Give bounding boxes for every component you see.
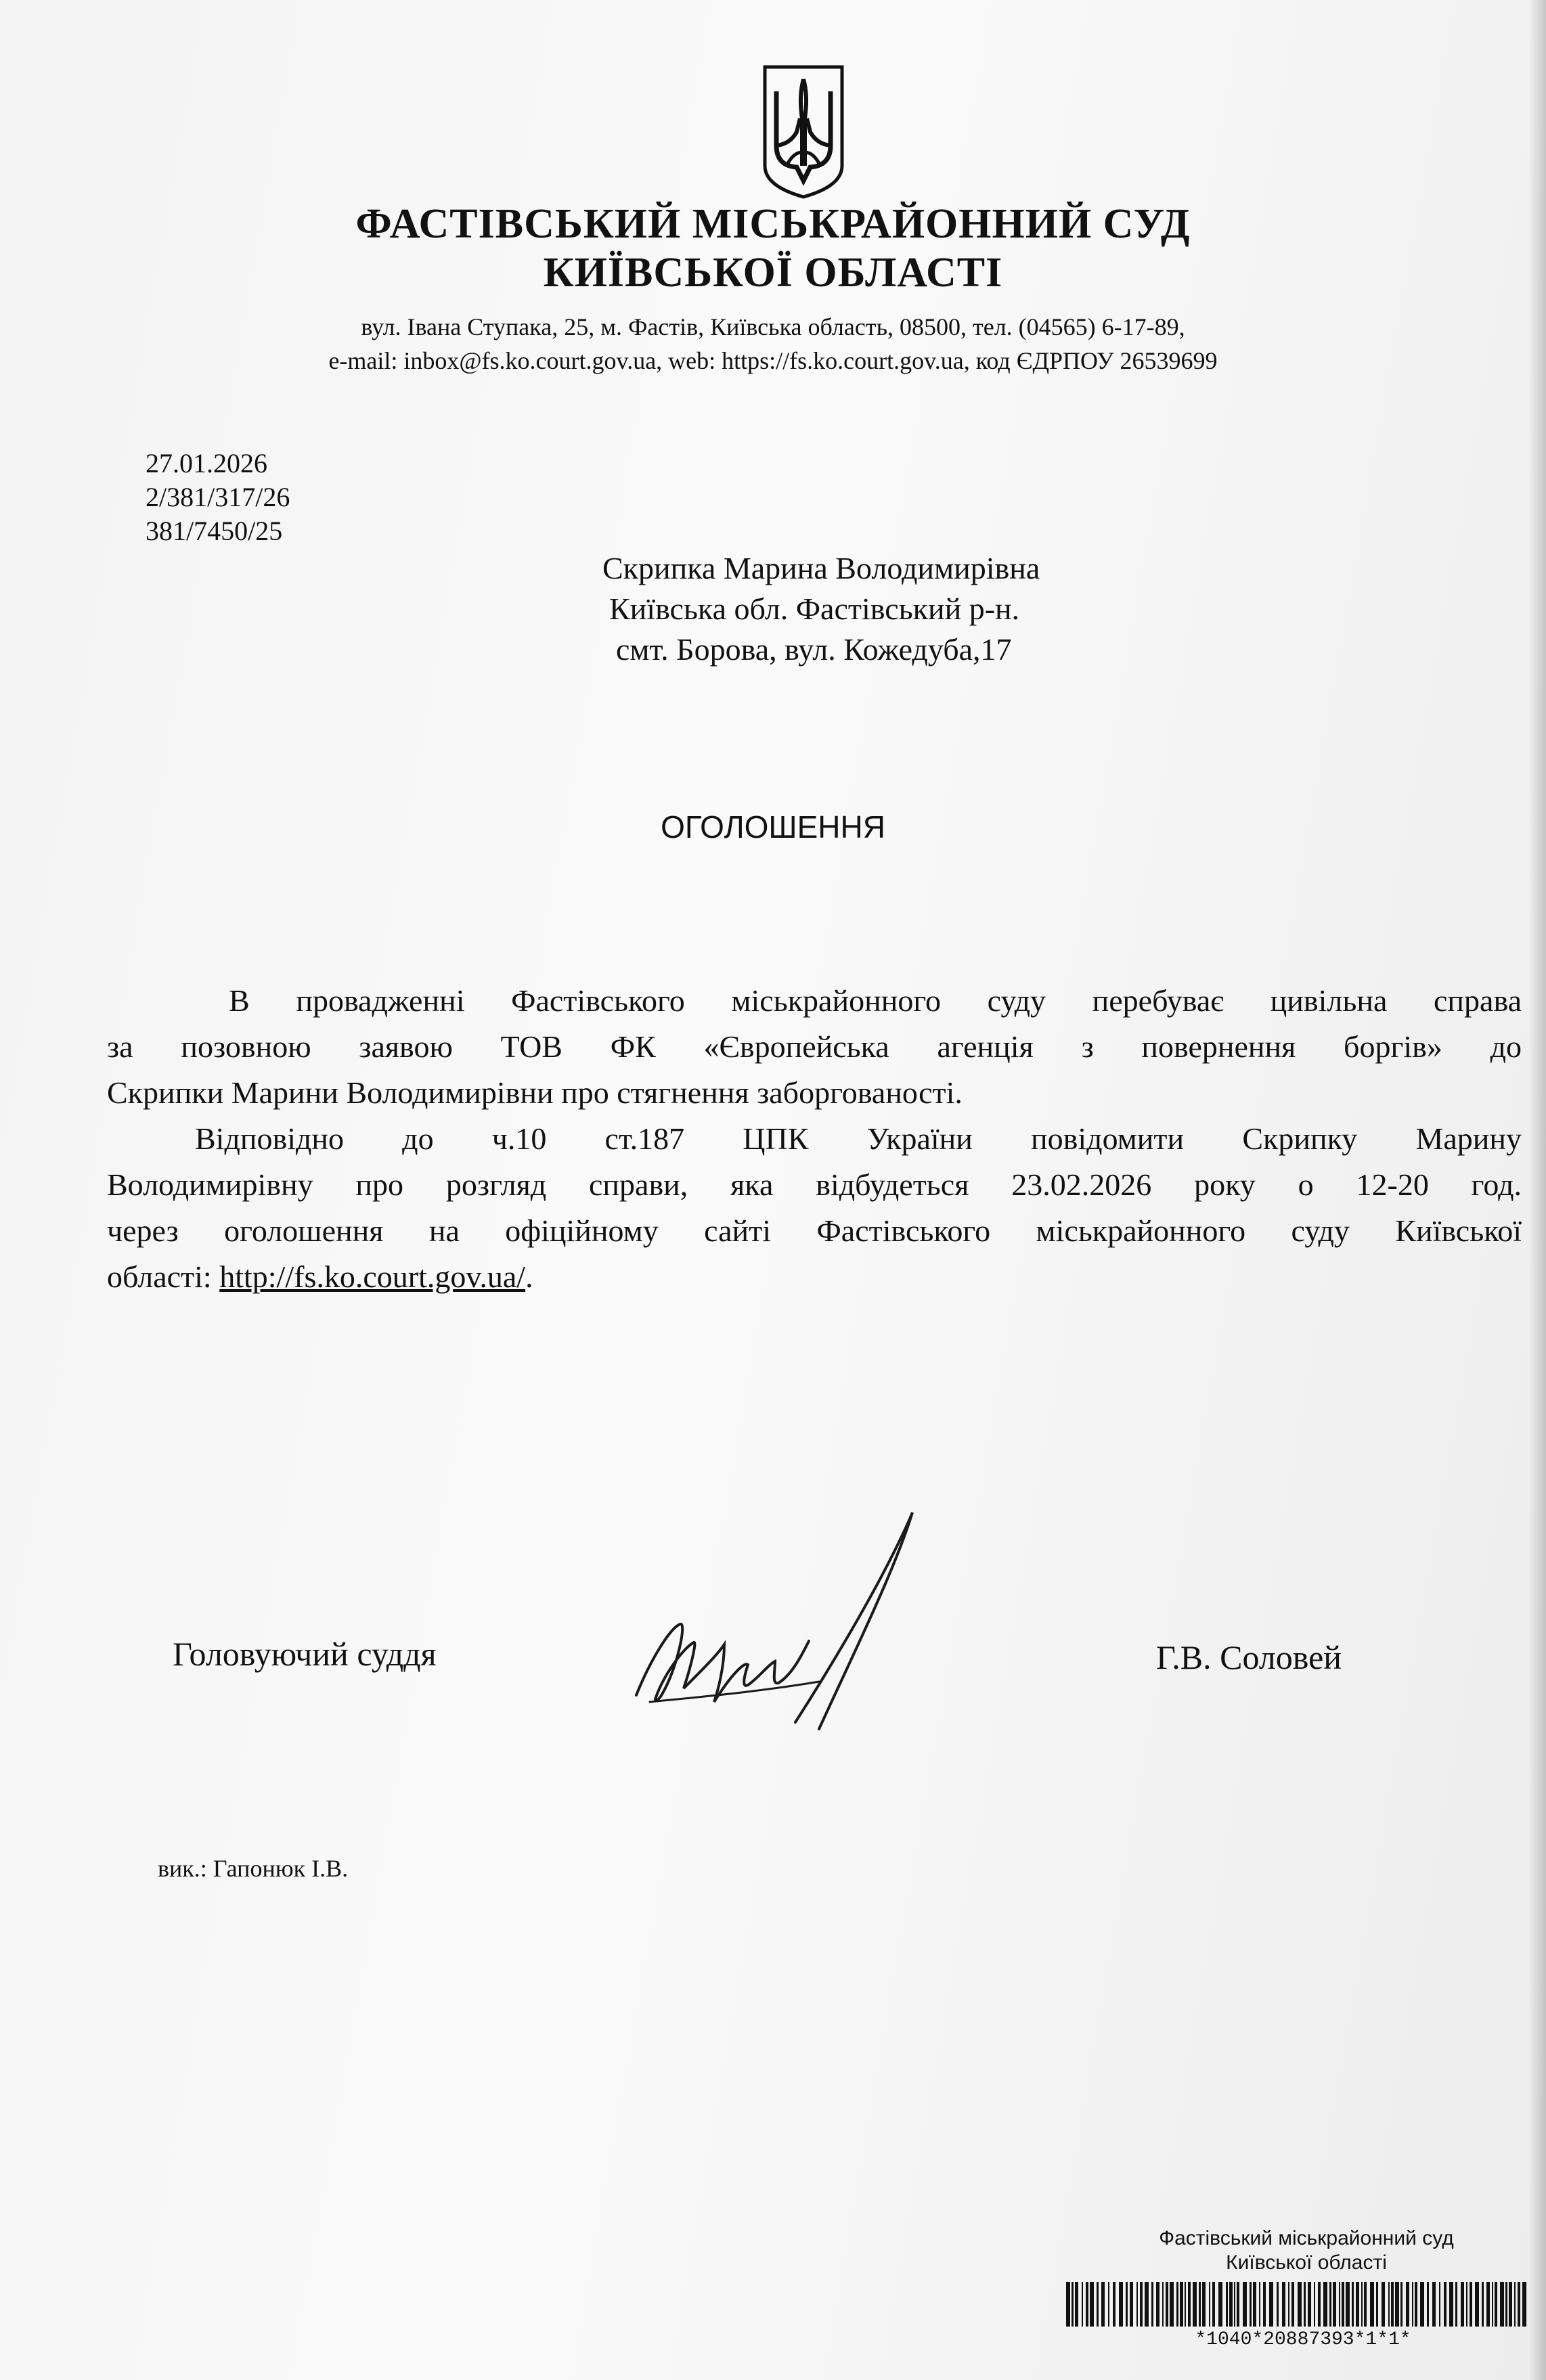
barcode-bar [1518, 2282, 1520, 2327]
barcode-bar [1514, 2282, 1516, 2327]
executor-note: вик.: Гапонюк І.В. [158, 1855, 349, 1882]
registration-stamp [1046, 2226, 1533, 2350]
barcode-bar [1126, 2282, 1128, 2327]
barcode-bar [1291, 2282, 1294, 2327]
link-suffix: . [525, 1259, 533, 1294]
presiding-judge-label: Головуючий суддя [173, 1635, 437, 1673]
barcode-bar [1108, 2282, 1109, 2327]
barcode-bar [1119, 2282, 1123, 2327]
barcode-bar [1072, 2282, 1074, 2327]
presiding-judge-name: Г.В. Соловей [1156, 1638, 1342, 1676]
address-line1: вул. Івана Ступака, 25, м. Фастів, Київська область, 08500, тел. (04565) 6-17-89, [361, 313, 1185, 340]
document-meta [146, 447, 290, 548]
barcode-bar [1086, 2282, 1088, 2327]
barcode-bar [1495, 2282, 1497, 2327]
barcode-bar [1209, 2282, 1210, 2327]
barcode-bar [1090, 2282, 1094, 2327]
barcode-bar [1066, 2282, 1070, 2327]
barcode-bar [1145, 2282, 1149, 2327]
barcode-bar [1218, 2282, 1222, 2327]
case-number: 381/7450/25 [146, 516, 283, 546]
barcode-bar [1075, 2282, 1078, 2327]
barcode-bar [1475, 2282, 1479, 2327]
barcode-bar [1298, 2282, 1302, 2327]
body-line: через оголошення на офіційному сайті Фастівського міськрайонного суду Київської [107, 1213, 1522, 1248]
trident-icon [759, 64, 847, 200]
body-line: Скрипки Марини Володимирівни про стягнення заборгованості. [107, 1075, 963, 1110]
barcode-bar [1113, 2282, 1116, 2327]
barcode-bar [1234, 2282, 1235, 2327]
barcode-bar [1263, 2282, 1266, 2327]
court-name [0, 200, 1546, 297]
notice-body [107, 978, 1522, 1300]
court-name-line2: КИЇВСЬКОЇ ОБЛАСТІ [543, 250, 1003, 296]
barcode-bar [1212, 2282, 1215, 2327]
recipient-region: Київська обл. Фастівський р-н. [609, 591, 1020, 626]
barcode-bar [1176, 2282, 1178, 2327]
barcode-text: *1040*20887393*1*1* [1195, 2329, 1411, 2350]
barcode-bar [1509, 2282, 1512, 2327]
barcode-bar [1439, 2282, 1440, 2327]
document-title: ОГОЛОШЕННЯ [661, 809, 885, 845]
barcode-bar [1356, 2282, 1359, 2327]
recipient-name: Скрипка Марина Володимирівна [602, 551, 1040, 585]
barcode-bar [1136, 2282, 1138, 2327]
body-line: Володимирівну про розгляд справи, яка відбудеться 23.02.2026 року о 12-20 год. [107, 1167, 1522, 1202]
court-website-link[interactable]: http://fs.ko.court.gov.ua/ [219, 1259, 526, 1294]
barcode-bar [1226, 2282, 1228, 2327]
barcode-bar [1388, 2282, 1390, 2327]
barcode-bar [1432, 2282, 1436, 2327]
barcode-bar [1466, 2282, 1467, 2327]
barcode-bar [1170, 2282, 1174, 2327]
barcode-bar [1277, 2282, 1279, 2327]
barcode-bar [1500, 2282, 1504, 2327]
barcode-bar [1151, 2282, 1153, 2327]
barcode-bar [1304, 2282, 1306, 2327]
barcode-bar [1243, 2282, 1247, 2327]
barcode-bar [1269, 2282, 1273, 2327]
barcode-bar [1382, 2282, 1385, 2327]
barcode-bar [1097, 2282, 1099, 2327]
barcode-bar [1329, 2282, 1331, 2327]
page-edge-shadow [1528, 0, 1546, 2380]
barcode-bar [1199, 2282, 1201, 2327]
barcode-bar [1140, 2282, 1143, 2327]
barcode-bar [1229, 2282, 1233, 2327]
handwritten-signature [623, 1499, 975, 1756]
barcode-bar [1156, 2282, 1160, 2327]
body-line: за позовною заявою ТОВ ФК «Європейська агенція з повернення боргів» до [107, 1029, 1522, 1064]
barcode-bar [1188, 2282, 1191, 2327]
barcode-bar [1185, 2282, 1186, 2327]
body-line-with-link [107, 1254, 1522, 1300]
barcode-bar [1166, 2282, 1168, 2327]
barcode-bar [1314, 2282, 1315, 2327]
barcode-bar [1461, 2282, 1464, 2327]
body-line: В провадженні Фастівського міськрайонного суду перебуває цивільна справа [229, 983, 1522, 1018]
barcode-bar [1253, 2282, 1256, 2327]
barcode-bar [1250, 2282, 1252, 2327]
barcode-bar [1505, 2282, 1507, 2327]
barcode-bar [1082, 2282, 1083, 2327]
barcode-bar [1202, 2282, 1206, 2327]
barcode-bar [1282, 2282, 1285, 2327]
barcode-bar [1470, 2282, 1472, 2327]
barcode-bar [1376, 2282, 1378, 2327]
barcode-bar [1259, 2282, 1260, 2327]
barcode-bar [1415, 2282, 1417, 2327]
barcode-bar [1342, 2282, 1344, 2327]
barcode-bar [1346, 2282, 1350, 2327]
barcode-bar [1449, 2282, 1453, 2327]
barcode-bar [1180, 2282, 1183, 2327]
barcode-bar [1482, 2282, 1484, 2327]
barcode-bar [1455, 2282, 1457, 2327]
link-prefix: області: [107, 1259, 220, 1294]
barcode-bar [1427, 2282, 1429, 2327]
barcode-bar [1444, 2282, 1446, 2327]
stamp-court-name: Фастівський міськрайонний суд [1159, 2227, 1454, 2249]
barcode-bar [1370, 2282, 1374, 2327]
barcode-bar [1162, 2282, 1164, 2327]
outgoing-number: 2/381/317/26 [146, 482, 290, 512]
recipient-street: смт. Борова, вул. Кожедуба,17 [616, 632, 1012, 667]
barcode-bar [1400, 2282, 1403, 2327]
barcode-bar [1237, 2282, 1239, 2327]
stamp-region: Київської області [1226, 2251, 1387, 2274]
barcode-bar [1130, 2282, 1133, 2327]
barcode-bar [1101, 2282, 1105, 2327]
barcode-bar [1522, 2282, 1526, 2327]
barcode-bar [1364, 2282, 1367, 2327]
barcode-bar [1492, 2282, 1493, 2327]
barcode-bar [1323, 2282, 1327, 2327]
barcode-bar [1339, 2282, 1340, 2327]
barcode-bar [1395, 2282, 1399, 2327]
barcode-bar [1352, 2282, 1354, 2327]
barcode-bar [1420, 2282, 1424, 2327]
document-date: 27.01.2026 [146, 448, 267, 478]
barcode-bar [1406, 2282, 1409, 2327]
barcode-bar [1193, 2282, 1197, 2327]
barcode-bar [1333, 2282, 1336, 2327]
barcode-bar [1318, 2282, 1321, 2327]
barcode [1066, 2282, 1526, 2327]
court-name-line1: ФАСТІВСЬКИЙ МІСЬКРАЙОННИЙ СУД [355, 201, 1191, 247]
body-line: Відповідно до ч.10 ст.187 ЦПК України повідомити Скрипку Марину [195, 1121, 1522, 1156]
address-line2: e-mail: inbox@fs.ko.court.gov.ua, web: https://fs.ko.court.gov.ua, код ЄДРПОУ 26539699 [328, 347, 1218, 374]
barcode-bar [1391, 2282, 1394, 2327]
court-address [0, 310, 1546, 378]
barcode-bar [1486, 2282, 1490, 2327]
barcode-bar [1361, 2282, 1363, 2327]
barcode-bar [1308, 2282, 1311, 2327]
barcode-bar [1288, 2282, 1289, 2327]
barcode-bar [1412, 2282, 1413, 2327]
recipient-block [602, 548, 1040, 670]
